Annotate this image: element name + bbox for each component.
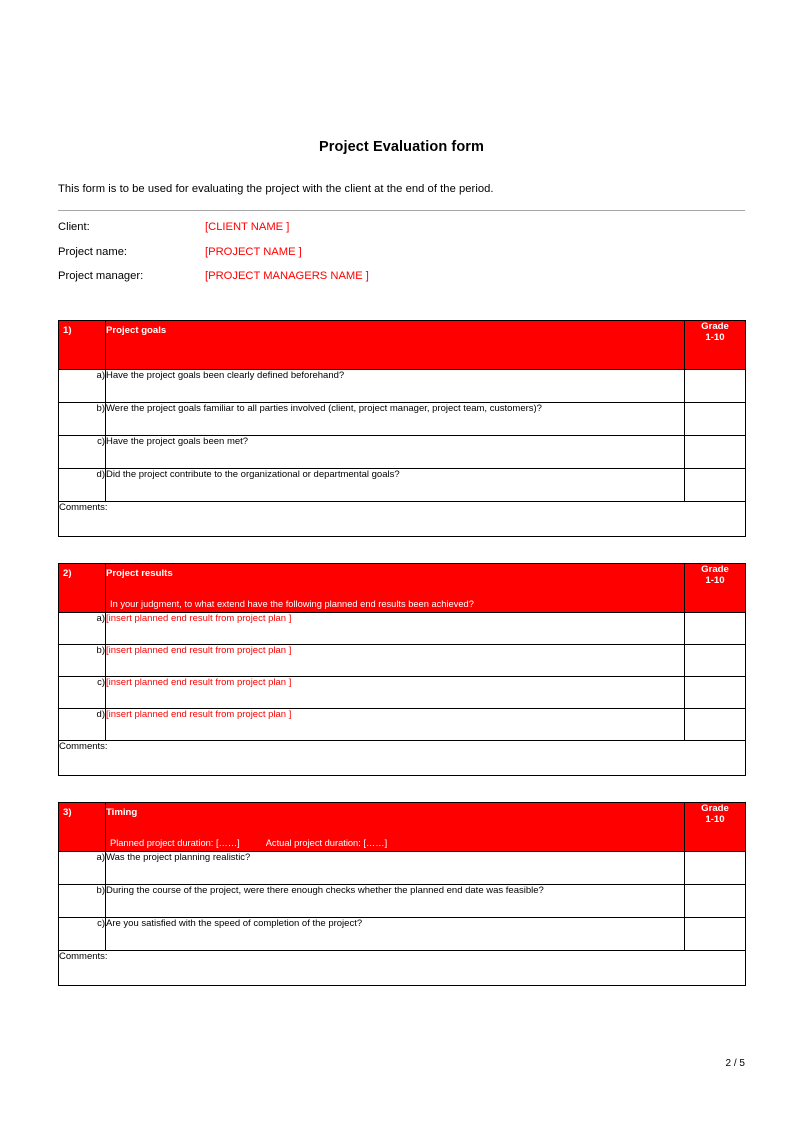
table-row — [59, 402, 746, 435]
grade-input-cell[interactable] — [685, 468, 746, 501]
grade-input-cell[interactable] — [685, 884, 746, 917]
section-title-cell — [106, 802, 685, 851]
planned-duration-label[interactable]: Planned project duration: [……] — [110, 837, 240, 848]
grade-header-line1: Grade — [701, 802, 729, 814]
table-row — [59, 468, 746, 501]
section-title-cell — [106, 320, 685, 369]
question-index: a) — [59, 851, 106, 884]
project-manager-value[interactable]: [PROJECT MANAGERS NAME ] — [205, 270, 369, 282]
grade-header-line2: 1-10 — [705, 814, 725, 825]
comments-cell[interactable]: Comments: — [59, 740, 746, 775]
header-divider — [58, 210, 745, 211]
grade-input-cell[interactable] — [685, 676, 746, 708]
section-number-cell — [59, 802, 106, 851]
section-number-cell — [59, 563, 106, 612]
section-subtitle-group — [110, 838, 387, 848]
grade-header-line2: 1-10 — [705, 575, 725, 586]
question-text: Did the project contribute to the organizational or departmental goals? — [106, 468, 685, 501]
grade-input-cell[interactable] — [685, 917, 746, 950]
page-content — [58, 0, 745, 986]
grade-input-cell[interactable] — [685, 644, 746, 676]
section-number: 1) — [63, 324, 72, 336]
section-table-project-results — [58, 563, 746, 776]
question-index: d) — [59, 468, 106, 501]
grade-input-cell[interactable] — [685, 402, 746, 435]
comments-row[interactable] — [59, 501, 746, 536]
question-text — [106, 612, 685, 644]
grade-header-line1: Grade — [701, 563, 729, 575]
question-placeholder[interactable]: [insert planned end result from project plan ] — [106, 708, 292, 720]
table-row — [59, 851, 746, 884]
section-number: 3) — [63, 806, 72, 818]
question-text — [106, 676, 685, 708]
section-table-timing — [58, 802, 746, 986]
section-number: 2) — [63, 567, 72, 579]
section-title: Project results — [106, 567, 173, 579]
grade-input-cell[interactable] — [685, 612, 746, 644]
project-name-value[interactable]: [PROJECT NAME ] — [205, 245, 302, 258]
question-text — [106, 708, 685, 740]
section-title: Project goals — [106, 324, 167, 336]
meta-row-project-name — [58, 246, 745, 271]
question-text: During the course of the project, were there enough checks whether the planned end date was feasible? — [106, 884, 685, 917]
section-title-cell — [106, 563, 685, 612]
grade-column-header — [685, 320, 746, 369]
question-text: Was the project planning realistic? — [106, 851, 685, 884]
meta-fields — [58, 221, 745, 295]
page-title: Project Evaluation form — [318, 139, 485, 155]
project-name-label: Project name: — [58, 245, 128, 258]
question-text: Have the project goals been met? — [106, 435, 685, 468]
question-placeholder[interactable]: [insert planned end result from project plan ] — [106, 644, 292, 656]
question-index: a) — [59, 612, 106, 644]
section-header-row — [59, 802, 746, 851]
comments-row[interactable] — [59, 950, 746, 985]
client-label: Client: — [58, 221, 90, 233]
comments-cell[interactable]: Comments: — [59, 501, 746, 536]
comments-cell[interactable]: Comments: — [59, 950, 746, 985]
table-row — [59, 917, 746, 950]
project-manager-label: Project manager: — [58, 270, 144, 282]
table-row — [59, 612, 746, 644]
section-header-row — [59, 320, 746, 369]
question-index: d) — [59, 708, 106, 740]
actual-duration-label[interactable]: Actual project duration: [……] — [265, 837, 388, 848]
table-row — [59, 644, 746, 676]
meta-row-client — [58, 221, 745, 246]
table-row — [59, 676, 746, 708]
grade-column-header — [685, 802, 746, 851]
question-text: Have the project goals been clearly defined beforehand? — [106, 369, 685, 402]
section-title: Timing — [106, 806, 138, 818]
page-number: 2 / 5 — [725, 1058, 745, 1069]
grade-input-cell[interactable] — [685, 851, 746, 884]
section-number-cell — [59, 320, 106, 369]
grade-header-line1: Grade — [701, 320, 729, 332]
question-index: c) — [59, 917, 106, 950]
table-row — [59, 369, 746, 402]
meta-row-project-manager — [58, 270, 745, 295]
question-index: b) — [59, 644, 106, 676]
section-table-project-goals — [58, 320, 746, 537]
table-row — [59, 884, 746, 917]
question-placeholder[interactable]: [insert planned end result from project plan ] — [106, 612, 292, 624]
question-index: c) — [59, 676, 106, 708]
grade-input-cell[interactable] — [685, 369, 746, 402]
question-text — [106, 644, 685, 676]
page-footer — [58, 1058, 745, 1069]
question-text: Were the project goals familiar to all parties involved (client, project manager, project team, customers)? — [106, 402, 685, 435]
grade-input-cell[interactable] — [685, 708, 746, 740]
grade-input-cell[interactable] — [685, 435, 746, 468]
comments-row[interactable] — [59, 740, 746, 775]
question-index: b) — [59, 884, 106, 917]
question-index: b) — [59, 402, 106, 435]
table-row — [59, 435, 746, 468]
question-placeholder[interactable]: [insert planned end result from project plan ] — [106, 676, 292, 688]
question-index: a) — [59, 369, 106, 402]
intro-paragraph: This form is to be used for evaluating the project with the client at the end of the period. — [58, 183, 494, 195]
section-subtitle: In your judgment, to what extend have the following planned end results been achieved? — [110, 598, 474, 609]
question-text: Are you satisfied with the speed of completion of the project? — [106, 917, 685, 950]
section-header-row — [59, 563, 746, 612]
client-value[interactable]: [CLIENT NAME ] — [205, 221, 290, 233]
grade-header-line2: 1-10 — [705, 332, 725, 343]
grade-column-header — [685, 563, 746, 612]
question-index: c) — [59, 435, 106, 468]
table-row — [59, 708, 746, 740]
